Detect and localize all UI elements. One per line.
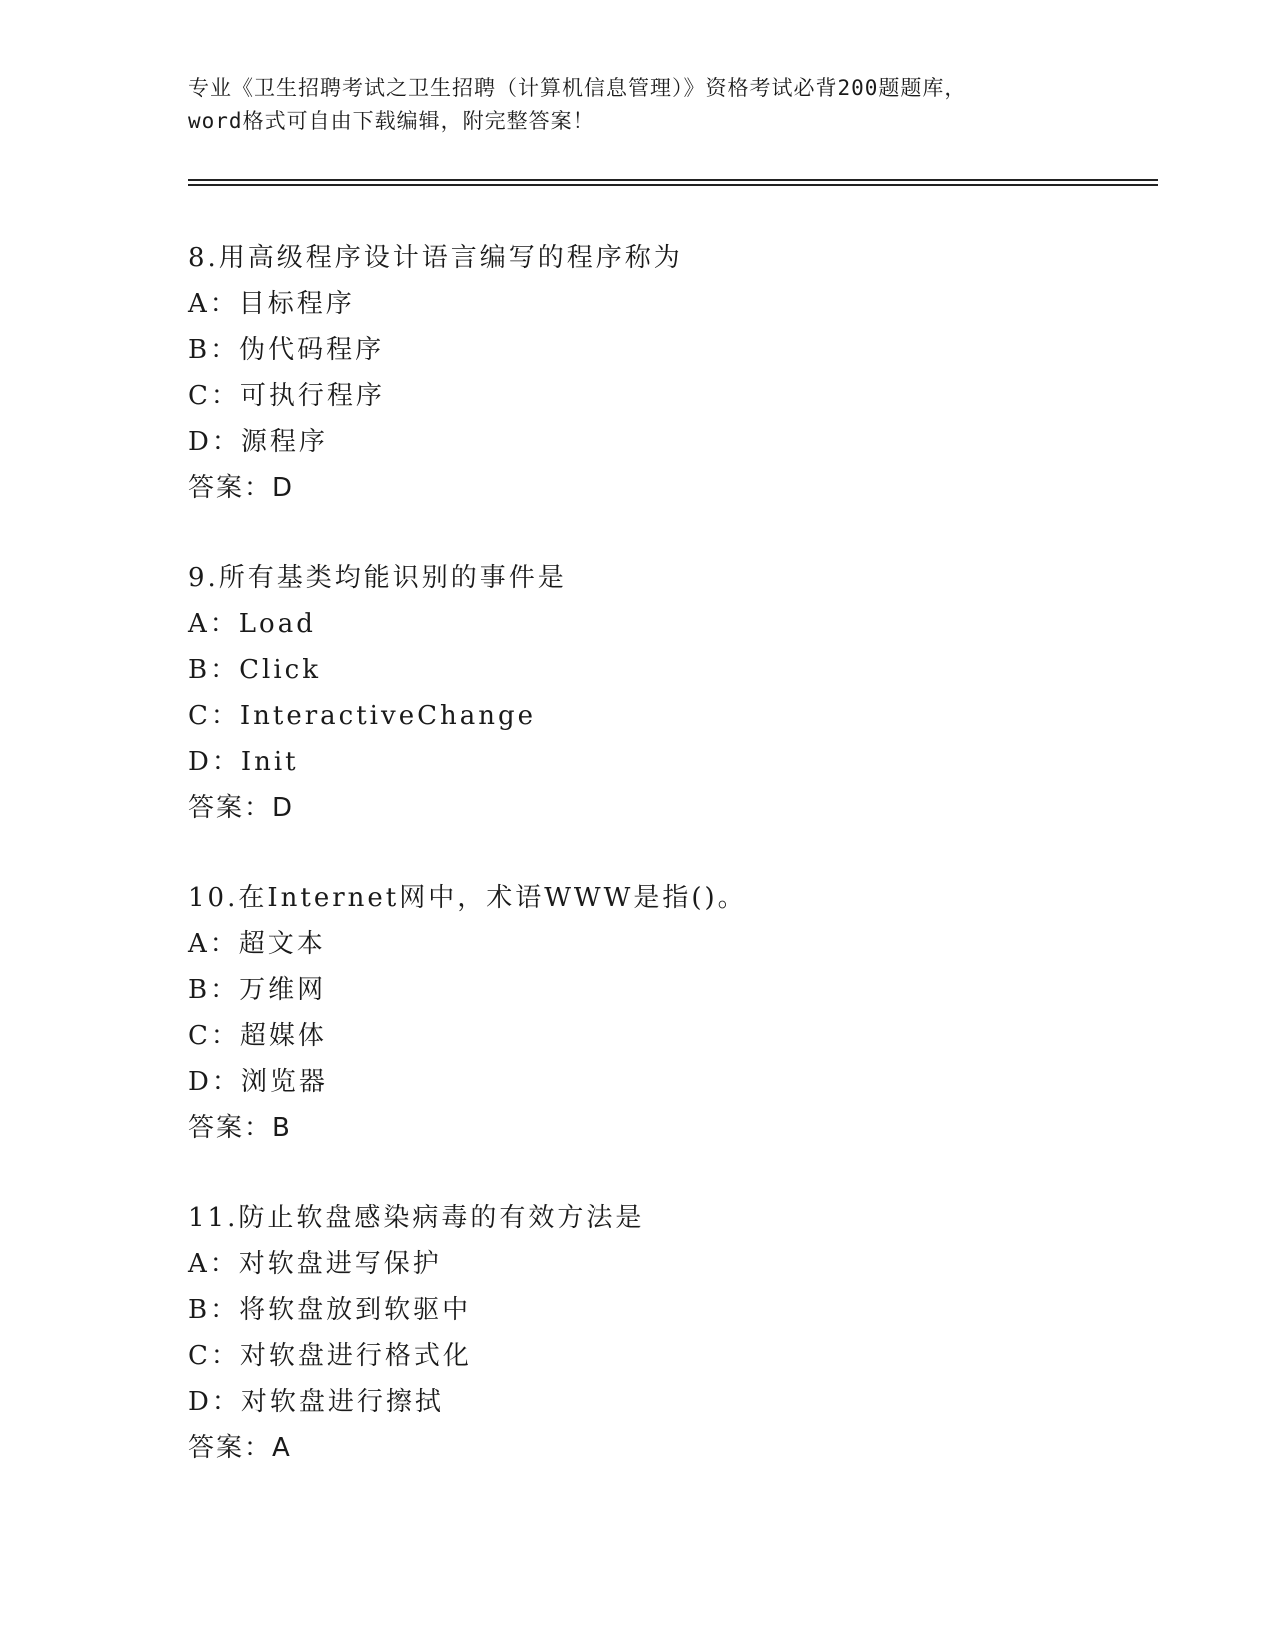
- question-stem: 8.用高级程序设计语言编写的程序称为: [188, 243, 683, 273]
- question-9: [188, 555, 1148, 831]
- option-a: A：对软盘进写保护: [188, 1249, 442, 1279]
- option-b: B：Click: [188, 655, 321, 685]
- option-b: B：将软盘放到软驱中: [188, 1295, 472, 1325]
- option-d: D：Init: [188, 747, 299, 777]
- option-c: C：对软盘进行格式化: [188, 1341, 472, 1371]
- option-d: D：浏览器: [188, 1067, 328, 1097]
- answer: 答案：D: [188, 793, 295, 823]
- question-stem: 11.防止软盘感染病毒的有效方法是: [188, 1203, 645, 1233]
- header-divider-bottom: [188, 184, 1158, 186]
- option-b: B：伪代码程序: [188, 335, 385, 365]
- option-a: A：Load: [188, 609, 316, 639]
- option-a: A：目标程序: [188, 289, 355, 319]
- option-c: C：可执行程序: [188, 381, 385, 411]
- option-c: C：InteractiveChange: [188, 701, 536, 731]
- answer: 答案：B: [188, 1113, 292, 1143]
- option-d: D：对软盘进行擦拭: [188, 1387, 444, 1417]
- question-11: [188, 1195, 1148, 1471]
- option-b: B：万维网: [188, 975, 327, 1005]
- answer: 答案：A: [188, 1433, 292, 1463]
- option-d: D：源程序: [188, 427, 328, 457]
- header-divider-top: [188, 179, 1158, 181]
- header-line-2: word格式可自由下载编辑，附完整答案！: [188, 109, 595, 133]
- header-line-1: 专业《卫生招聘考试之卫生招聘（计算机信息管理）》资格考试必背200题题库，: [188, 76, 967, 100]
- option-c: C：超媒体: [188, 1021, 327, 1051]
- question-10: [188, 875, 1148, 1151]
- document-header: [188, 72, 1088, 138]
- option-a: A：超文本: [188, 929, 326, 959]
- question-stem: 10.在Internet网中，术语WWW是指()。: [188, 883, 747, 913]
- answer: 答案：D: [188, 473, 295, 503]
- question-8: [188, 235, 1148, 511]
- question-stem: 9.所有基类均能识别的事件是: [188, 563, 567, 593]
